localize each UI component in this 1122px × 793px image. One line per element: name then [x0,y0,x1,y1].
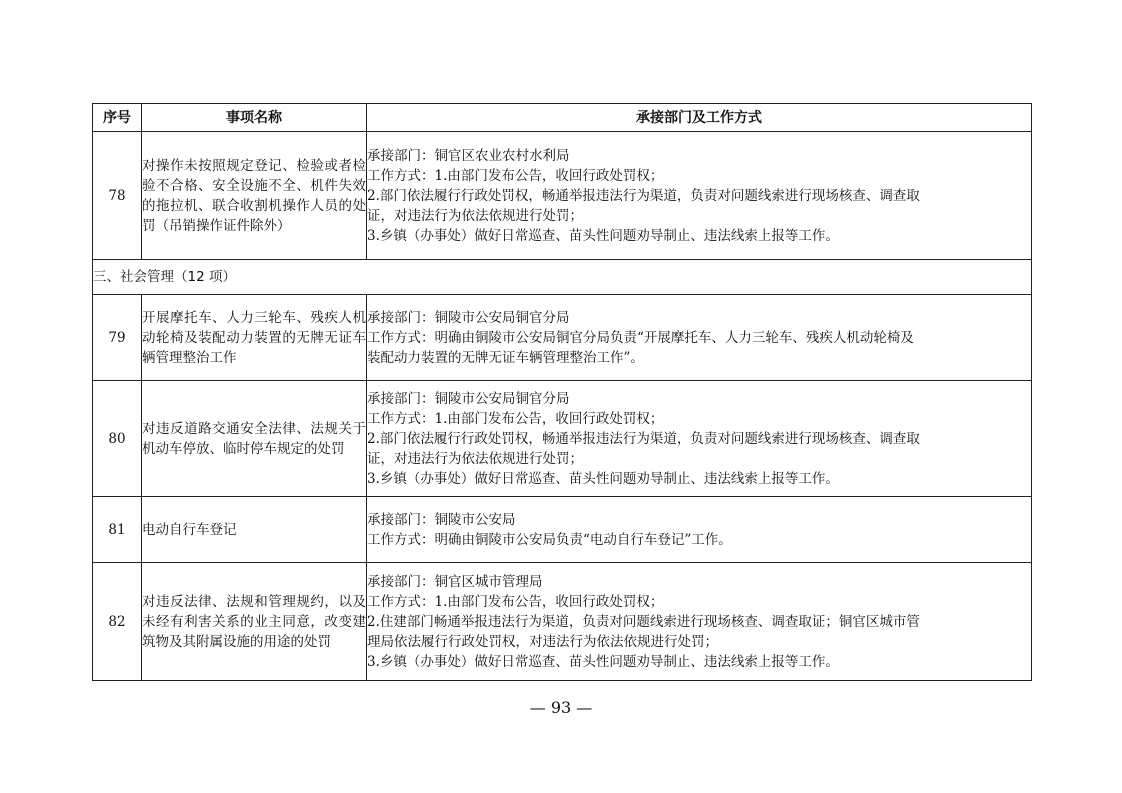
table-body [93,132,1032,681]
dept-line: 工作方式：1.由部门发布公告，收回行政处罚权； [367,410,664,427]
item-number: 81 [93,497,142,563]
dept-line: 工作方式：明确由铜陵市公安局负责“电动自行车登记”工作。 [367,531,732,548]
dept-line: 工作方式：1.由部门发布公告，收回行政处罚权； [367,593,664,610]
header-no: 序号 [93,104,142,132]
dept-line: 证，对违法行为依法依规进行处罚； [367,207,583,224]
item-number: 82 [93,563,142,681]
item-department-method [367,563,1032,681]
item-name: 对违反道路交通安全法律、法规关于机动车停放、临时停车规定的处罚 [142,381,367,497]
dept-line: 2.住建部门畅通举报违法行为渠道，负责对问题线索进行现场核查、调查取证；铜官区城市管 [367,613,920,630]
dept-line: 承接部门：铜陵市公安局 [367,511,516,528]
section-row [93,260,1032,295]
matters-table [92,103,1032,681]
table-row [93,295,1032,381]
item-number: 78 [93,132,142,260]
dept-line: 承接部门：铜官区城市管理局 [367,573,543,590]
dept-line: 装配动力装置的无牌无证车辆管理整治工作”。 [367,349,644,366]
dept-line: 工作方式：明确由铜陵市公安局铜官分局负责“开展摩托车、人力三轮车、残疾人机动轮椅及 [367,329,914,346]
dept-line: 承接部门：铜陵市公安局铜官分局 [367,390,570,407]
table-row [93,132,1032,260]
item-department-method [367,132,1032,260]
dept-line: 工作方式：1.由部门发布公告，收回行政处罚权； [367,167,664,184]
item-name: 对违反法律、法规和管理规约，以及未经有利害关系的业主同意，改变建筑物及其附属设施的用途的处罚 [142,563,367,681]
dept-line: 3.乡镇（办事处）做好日常巡查、苗头性问题劝导制止、违法线索上报等工作。 [367,653,839,670]
item-department-method [367,381,1032,497]
item-department-method [367,295,1032,381]
dept-line: 承接部门：铜官区农业农村水利局 [367,147,570,164]
header-name: 事项名称 [142,104,367,132]
dept-line: 承接部门：铜陵市公安局铜官分局 [367,309,570,326]
item-name: 对操作未按照规定登记、检验或者检验不合格、安全设施不全、机件失效的拖拉机、联合收割机操作人员的处罚（吊销操作证件除外） [142,132,367,260]
table-row [93,497,1032,563]
section-title: 三、社会管理（12 项） [93,260,1032,295]
table-header [93,104,1032,132]
dept-line: 证，对违法行为依法依规进行处罚； [367,450,583,467]
item-name: 开展摩托车、人力三轮车、残疾人机动轮椅及装配动力装置的无牌无证车辆管理整治工作 [142,295,367,381]
item-number: 79 [93,295,142,381]
dept-line: 2.部门依法履行行政处罚权，畅通举报违法行为渠道，负责对问题线索进行现场核查、调查取 [367,187,920,204]
item-number: 80 [93,381,142,497]
table-row [93,563,1032,681]
table-row [93,381,1032,497]
dept-line: 3.乡镇（办事处）做好日常巡查、苗头性问题劝导制止、违法线索上报等工作。 [367,470,839,487]
item-department-method [367,497,1032,563]
dept-line: 3.乡镇（办事处）做好日常巡查、苗头性问题劝导制止、违法线索上报等工作。 [367,227,839,244]
page-number: — 93 — [529,698,593,717]
dept-line: 2.部门依法履行行政处罚权，畅通举报违法行为渠道，负责对问题线索进行现场核查、调查取 [367,430,920,447]
header-dept: 承接部门及工作方式 [367,104,1032,132]
dept-line: 理局依法履行行政处罚权，对违法行为依法依规进行处罚； [367,633,718,650]
item-name: 电动自行车登记 [142,497,367,563]
